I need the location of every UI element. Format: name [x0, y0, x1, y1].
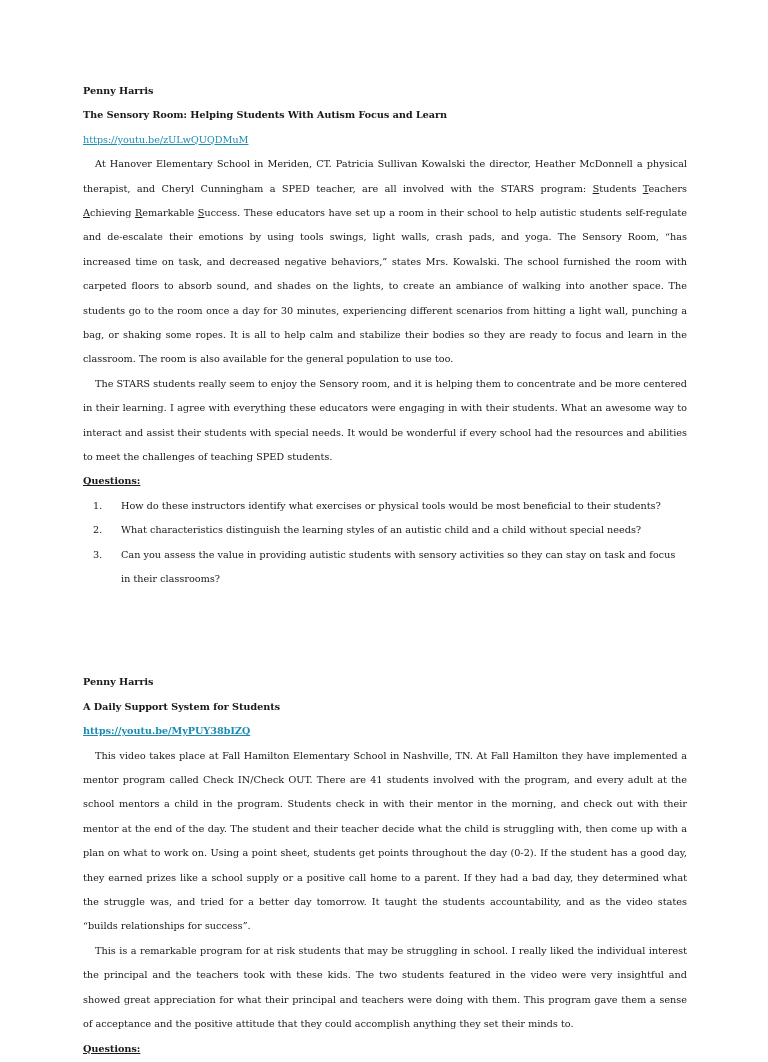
- review-title: A Daily Support System for Students: [83, 701, 281, 713]
- video-link[interactable]: https://youtu.be/zULwQUQDMuM: [83, 134, 249, 146]
- question-number: 2.: [93, 525, 103, 537]
- review-title: The Sensory Room: Helping Students With Autism Focus and Learn: [83, 110, 448, 122]
- question-text: What characteristics distinguish the learning styles of an autistic child and a child without special needs?: [121, 525, 642, 537]
- question-number: 3.: [93, 549, 103, 561]
- question-item: [83, 519, 687, 543]
- summary-paragraph: At Hanover Elementary School in Meriden, CT. Patricia Sullivan Kowalski the director, Heather McDonnell a physical therapist, and Cheryl Cunningham a SPED teacher, are all involved with the STARS program: Students Teachers Achieving Remarkable Success. These educators have set up a room in their school to help autistic students self-regulate and de-escalate their emotions by using tools swings, light walls, crash pads, and yoga. The Sensory Room, “has increased time on task, and decreased negative behaviors,” states Mrs. Kowalski. The school furnished the room with carpeted floors to absorb sound, and shades on the lights, to create an ambiance of walking into another space. The students go to the room once a day for 30 minutes, experiencing different scenarios from hitting a light wall, punching a bag, or shaking some ropes. It is all to help calm and stabilize their bodies so they are ready to focus and learn in the classroom. The room is also available for the general population to use too.: [83, 159, 687, 366]
- reflection-paragraph: The STARS students really seem to enjoy the Sensory room, and it is helping them to concentrate and be more centered in their learning. I agree with everything these educators were engaging in with their students. What an awesome way to interact and assist their students with special needs. It would be wonderful if every school had the resources and abilities to meet the challenges of teaching SPED students.: [83, 378, 687, 464]
- author-name: Penny Harris: [83, 86, 154, 97]
- questions-heading: Questions:: [83, 476, 141, 488]
- author-name: Penny Harris: [83, 677, 154, 689]
- question-item: [83, 544, 687, 593]
- summary-paragraph: This video takes place at Fall Hamilton Elementary School in Nashville, TN. At Fall Hamilton they have implemented a mentor program called Check IN/Check OUT. There are 41 students involved with the program, and every adult at the school mentors a child in the program. Students check in with their mentor in the morning, and check out with their mentor at the end of the day. The student and their teacher decide what the child is struggling with, then come up with a plan on what to work on. Using a point sheet, students get points throughout the day (0-2). If the student has a good day, they earned prizes like a school supply or a positive call home to a parent. If they had a bad day, they determined what the struggle was, and tried for a better day tomorrow. It taught the students accountability, and as the video states “builds relationships for success”.: [83, 750, 687, 933]
- reflection-paragraph: This is a remarkable program for at risk students that may be struggling in school. I really liked the individual interest the principal and the teachers took with these kids. The two students featured in the video were very insightful and showed great appreciation for what their principal and teachers were doing with them. This program gave them a sense of acceptance and the positive attitude that they could accomplish anything they set their minds to.: [83, 945, 687, 1031]
- questions-heading: Questions:: [83, 1043, 141, 1055]
- document-page: [83, 80, 687, 1062]
- question-text: How do these instructors identify what exercises or physical tools would be most beneficial to their students?: [121, 500, 661, 512]
- question-number: 1.: [93, 500, 103, 512]
- question-item: [83, 495, 687, 519]
- video-link[interactable]: https://youtu.be/MyPUY38bIZQ: [83, 726, 251, 738]
- question-text: Can you assess the value in providing autistic students with sensory activities so they can stay on task and focus in their classrooms?: [121, 549, 676, 586]
